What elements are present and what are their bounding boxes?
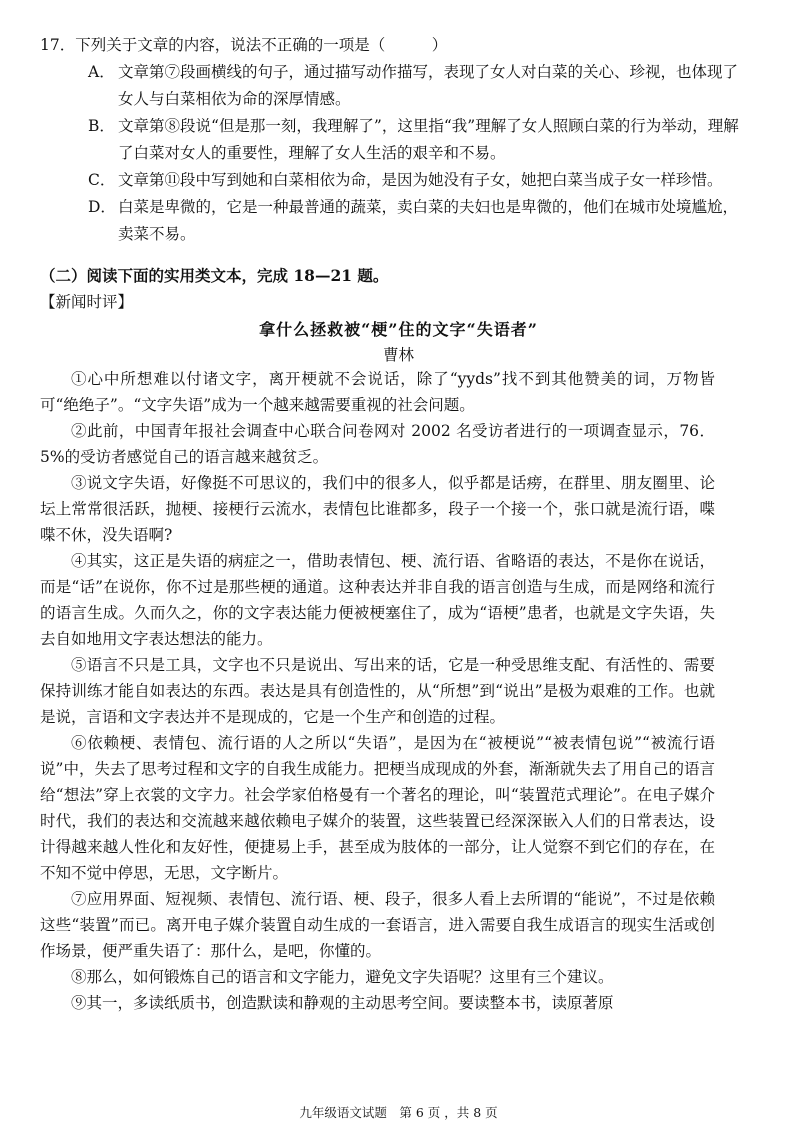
article-author: 曹林 (382, 346, 414, 364)
option-text: 白菜是卑微的，它是一种最普通的蔬菜，卖白菜的夫妇也是卑微的，他们在城市处境尴尬，卖菜不易。 (118, 198, 739, 243)
option-d (88, 194, 740, 248)
article-tag: 【新闻时评】 (40, 293, 134, 311)
option-letter: D． (88, 198, 116, 216)
question-stem: 17．下列关于文章的内容，说法不正确的一项是（ ） (40, 36, 448, 54)
option-b (88, 113, 740, 167)
option-c (88, 167, 740, 194)
page-footer: 九年级语文试题 第 6 页 ，共 8 页 (299, 1105, 498, 1120)
paragraph-1: ①心中所想难以付诸文字，离开梗就不会说话，除了“yyds”找不到其他赞美的词，万物皆可“绝绝子”。“文字失语”成为一个越来越需要重视的社会问题。 (40, 370, 715, 414)
option-text: 文章第⑪段中写到她和白菜相依为命，是因为她没有子女，她把白菜当成子女一样珍惜。 (118, 171, 723, 189)
option-letter: A． (88, 63, 115, 81)
paragraph-5: ⑤语言不只是工具，文字也不只是说出、写出来的话，它是一种受思维支配、有活性的、需要保持训练才能自如表达的东西。表达是具有创造性的，从“所想”到“说出”是极为艰难的工作。也就是说，言语和文字表达并不是现成的，它是一个生产和创造的过程。 (40, 656, 715, 726)
option-letter: C． (88, 171, 116, 189)
question-17 (40, 32, 740, 248)
option-text: 文章第⑦段画横线的句子，通过描写动作描写，表现了女人对白菜的关心、珍视，也体现了女人与白菜相依为命的深厚情感。 (118, 63, 739, 108)
paragraph-7: ⑦应用界面、短视频、表情包、流行语、梗、段子，很多人看上去所谓的“能说”，不过是依赖这些“装置”而已。离开电子媒介装置自动生成的一套语言，进入需要自我生成语言的现实生活或创作场景，便严重失语了：那什么，是吧，你懂的。 (40, 890, 715, 960)
section-heading: （二）阅读下面的实用类文本，完成 18—21 题。 (40, 266, 389, 285)
paragraph-2: ②此前，中国青年报社会调查中心联合问卷网对 2002 名受访者进行的一项调查显示，76．5%的受访者感觉自己的语言越来越贫乏。 (40, 422, 715, 466)
paragraph-4: ④其实，这正是失语的病症之一，借助表情包、梗、流行语、省略语的表达，不是你在说话，而是“话”在说你，你不过是那些梗的通道。这种表达并非自我的语言创造与生成，而是网络和流行的语言生成。久而久之，你的文字表达能力便被梗塞住了，成为“语梗”患者，也就是文字失语，失去自如地用文字表达想法的能力。 (40, 552, 715, 648)
paragraph-3: ③说文字失语，好像挺不可思议的，我们中的很多人，似乎都是话痨，在群里、朋友圈里、论坛上常常很活跃，抛梗、接梗行云流水，表情包比谁都多，段子一个接一个，张口就是流行语，喋喋不休，没失语啊? (40, 474, 715, 544)
paragraph-8: ⑧那么，如何锻炼自己的语言和文字能力，避免文字失语呢？这里有三个建议。 (71, 968, 614, 986)
option-letter: B． (88, 117, 115, 135)
paragraph-6: ⑥依赖梗、表情包、流行语的人之所以“失语”，是因为在“被梗说”“被表情包说”“被流行语说”中，失去了思考过程和文字的自我生成能力。把梗当成现成的外套，渐渐就失去了用自己的语言给“想法”穿上衣裳的文字力。社会学家伯格曼有一个著名的理论，叫“装置范式理论”。在电子媒介时代，我们的表达和交流越来越依赖电子媒介的装置，这些装置已经深深嵌入人们的日常表达，设计得越来越人性化和友好性，便捷易上手，甚至成为肢体的一部分，让人觉察不到它们的存在，在不知不觉中停思，无思，文字断片。 (40, 734, 715, 882)
option-a (88, 59, 740, 113)
article-body (40, 366, 715, 1016)
article-title: 拿什么拯救被“梗”住的文字“失语者” (259, 320, 538, 339)
option-text: 文章第⑧段说“但是那一刻，我理解了”，这里指“我”理解了女人照顾白菜的行为举动，理解了白菜对女人的重要性，理解了女人生活的艰辛和不易。 (118, 117, 739, 162)
paragraph-9: ⑨其一，多读纸质书，创造默读和静观的主动思考空间。要读整本书，读原著原 (71, 994, 614, 1012)
